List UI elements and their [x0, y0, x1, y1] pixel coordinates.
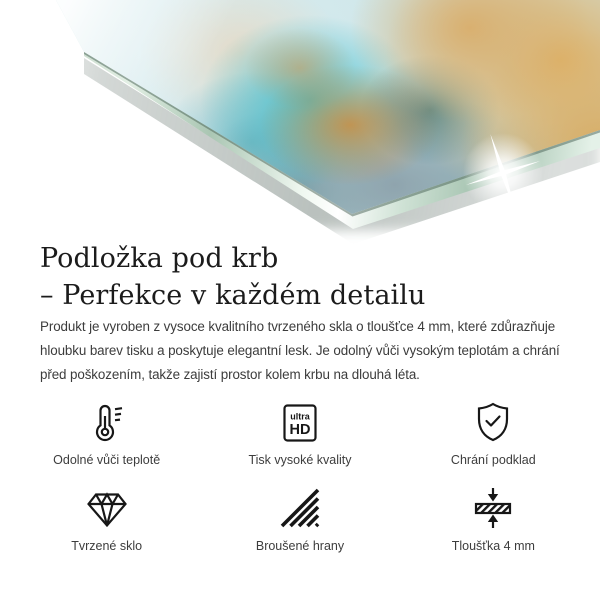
page-title — [40, 240, 425, 314]
feature-label: Tvrzené sklo — [71, 539, 143, 553]
product-photo — [0, 0, 600, 230]
feature-label: Tisk vysoké kvality — [248, 453, 352, 467]
diamond-icon — [85, 490, 129, 530]
thermometer-icon — [85, 400, 129, 444]
ultra-hd-badge-top: ultra — [290, 411, 310, 422]
feature-label: Chrání podklad — [450, 453, 536, 467]
sparkle-glint-icon — [458, 128, 548, 218]
ultra-hd-badge-bottom: HD — [289, 422, 311, 438]
feature-tempered-glass — [10, 484, 203, 556]
feature-label: Broušené hrany — [255, 539, 345, 553]
feature-icon-box — [85, 398, 129, 444]
feature-polished-edges — [203, 484, 396, 556]
thickness-4mm-icon — [471, 486, 515, 530]
shield-check-icon — [471, 400, 515, 444]
feature-heat-resistant — [10, 398, 203, 470]
feature-thickness — [397, 484, 590, 556]
ultra-hd-icon — [278, 402, 322, 444]
feature-label: Tloušťka 4 mm — [451, 539, 535, 553]
feature-print-quality — [203, 398, 396, 470]
feature-icon-box — [278, 484, 322, 530]
feature-label: Odolné vůči teplotě — [53, 453, 161, 467]
page-title-line2: – Perfekce v každém detailu — [40, 280, 426, 311]
feature-icon-box — [471, 484, 515, 530]
feature-icon-box — [278, 398, 322, 444]
features-grid — [10, 398, 590, 556]
page-title-line1: Podložka pod krb — [40, 243, 279, 274]
feature-icon-box — [471, 398, 515, 444]
feature-protects-surface — [397, 398, 590, 470]
beveled-edges-icon — [278, 486, 322, 530]
product-description: Produkt je vyroben z vysoce kvalitního tvrzeného skla o tloušťce 4 mm, které zdůrazňuje hloubku barev tisku a poskytuje elegantní lesk. Je odolný vůči vysokým teplotám a chrání před poškozením, takže zajistí prostor kolem krbu na dlouhá léta. — [40, 319, 560, 382]
feature-icon-box — [85, 484, 129, 530]
